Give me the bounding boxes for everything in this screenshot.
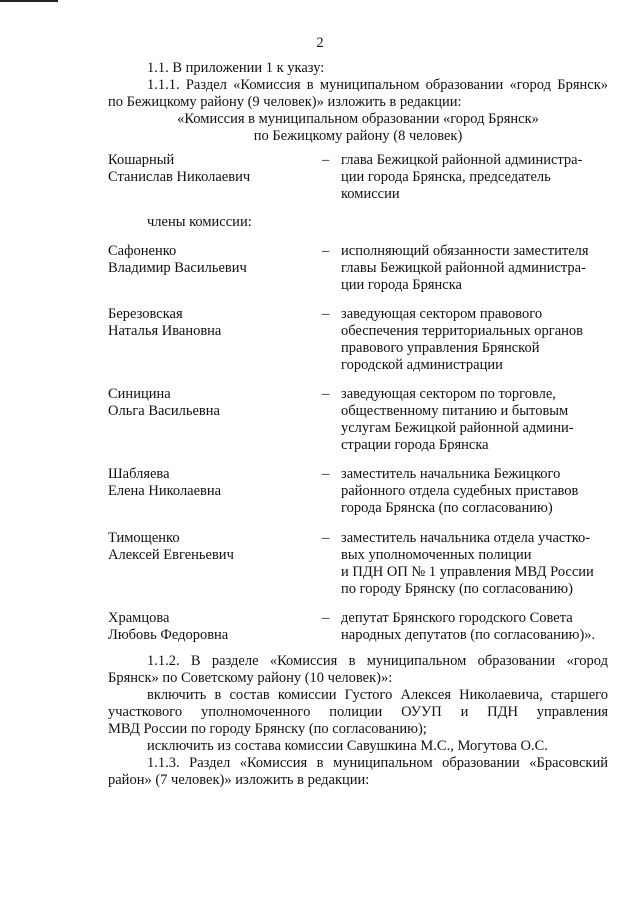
paragraph-1-1-1-line1: 1.1.1. Раздел «Комиссия в муниципальном образовании «город Брянск» (147, 77, 608, 93)
member-given-names: Ольга Васильевна (108, 403, 220, 419)
dash-separator: – (322, 243, 330, 259)
scan-corner-mark (0, 0, 58, 2)
member-position-line: обеспечения территориальных органов (341, 323, 584, 339)
dash-separator: – (322, 530, 330, 546)
member-position-line: депутат Брянского городского Совета (341, 610, 573, 626)
member-position-line: вых уполномоченных полиции (341, 547, 532, 563)
member-surname: Шабляева (108, 466, 170, 482)
dash-separator: – (322, 610, 330, 626)
member-given-names: Владимир Васильевич (108, 260, 247, 276)
member-surname: Тимощенко (108, 530, 180, 546)
member-position-line: народных депутатов (по согласованию)». (341, 627, 596, 643)
member-position-line: общественному питанию и бытовым (341, 403, 569, 419)
member-position-line: услугам Бежицкой районной админи- (341, 420, 574, 436)
member-position-line: заведующая сектором правового (341, 306, 543, 322)
paragraph-1-1: 1.1. В приложении 1 к указу: (147, 60, 325, 76)
members-label: члены комиссии: (147, 214, 252, 230)
paragraph-1-1-3-line2: район» (7 человек)» изложить в редакции: (108, 772, 370, 788)
member-given-names: Любовь Федоровна (108, 627, 229, 643)
member-position-line: заведующая сектором по торговле, (341, 386, 556, 402)
include-clause-line1: включить в состав комиссии Густого Алексея Николаевича, старшего (147, 687, 608, 703)
member-position-line: исполняющий обязанности заместителя (341, 243, 589, 259)
member-position-line: заместитель начальника отдела участко- (341, 530, 591, 546)
member-given-names: Елена Николаевна (108, 483, 222, 499)
member-position-line: города Брянска (по согласованию) (341, 500, 553, 516)
dash-separator: – (322, 306, 330, 322)
member-surname: Синицина (108, 386, 171, 402)
page-number: 2 (316, 35, 324, 51)
exclude-clause: исключить из состава комиссии Савушкина М.С., Могутова О.С. (147, 738, 548, 754)
member-given-names: Станислав Николаевич (108, 169, 251, 185)
member-position-line: правового управления Брянской (341, 340, 540, 356)
member-position-line: и ПДН ОП № 1 управления МВД России (341, 564, 594, 580)
commission-heading-line2: по Бежицкому району (8 человек) (253, 128, 463, 144)
paragraph-1-1-3-line1: 1.1.3. Раздел «Комиссия в муниципальном образовании «Брасовский (147, 755, 608, 771)
paragraph-1-1-1-line2: по Бежицкому району (9 человек)» изложить в редакции: (108, 94, 462, 110)
member-given-names: Алексей Евгеньевич (108, 547, 234, 563)
dash-separator: – (322, 152, 330, 168)
include-clause-line3: МВД России по городу Брянску (по согласованию); (108, 721, 427, 737)
dash-separator: – (322, 386, 330, 402)
paragraph-1-1-2-line2: Брянск» по Советскому району (10 человек)»: (108, 670, 393, 686)
member-position-line: заместитель начальника Бежицкого (341, 466, 561, 482)
include-clause-line2: участкового уполномоченного полиции ОУУП и ПДН управления (108, 704, 608, 720)
member-surname: Храмцова (108, 610, 170, 626)
member-surname: Сафоненко (108, 243, 177, 259)
member-position-line: ции города Брянска, председатель (341, 169, 551, 185)
member-position-line: ции города Брянска (341, 277, 462, 293)
member-surname: Кошарный (108, 152, 175, 168)
member-given-names: Наталья Ивановна (108, 323, 222, 339)
commission-heading-line1: «Комиссия в муниципальном образовании «город Брянск» (177, 111, 539, 127)
member-position-line: по городу Брянску (по согласованию) (341, 581, 573, 597)
member-surname: Березовская (108, 306, 183, 322)
member-position-line: главы Бежицкой районной администра- (341, 260, 586, 276)
dash-separator: – (322, 466, 330, 482)
paragraph-1-1-2-line1: 1.1.2. В разделе «Комиссия в муниципальном образовании «город (147, 653, 608, 669)
member-position-line: городской администрации (341, 357, 503, 373)
member-position-line: районного отдела судебных приставов (341, 483, 579, 499)
member-position-line: страции города Брянска (341, 437, 489, 453)
member-position-line: комиссии (341, 186, 400, 202)
member-position-line: глава Бежицкой районной администра- (341, 152, 583, 168)
